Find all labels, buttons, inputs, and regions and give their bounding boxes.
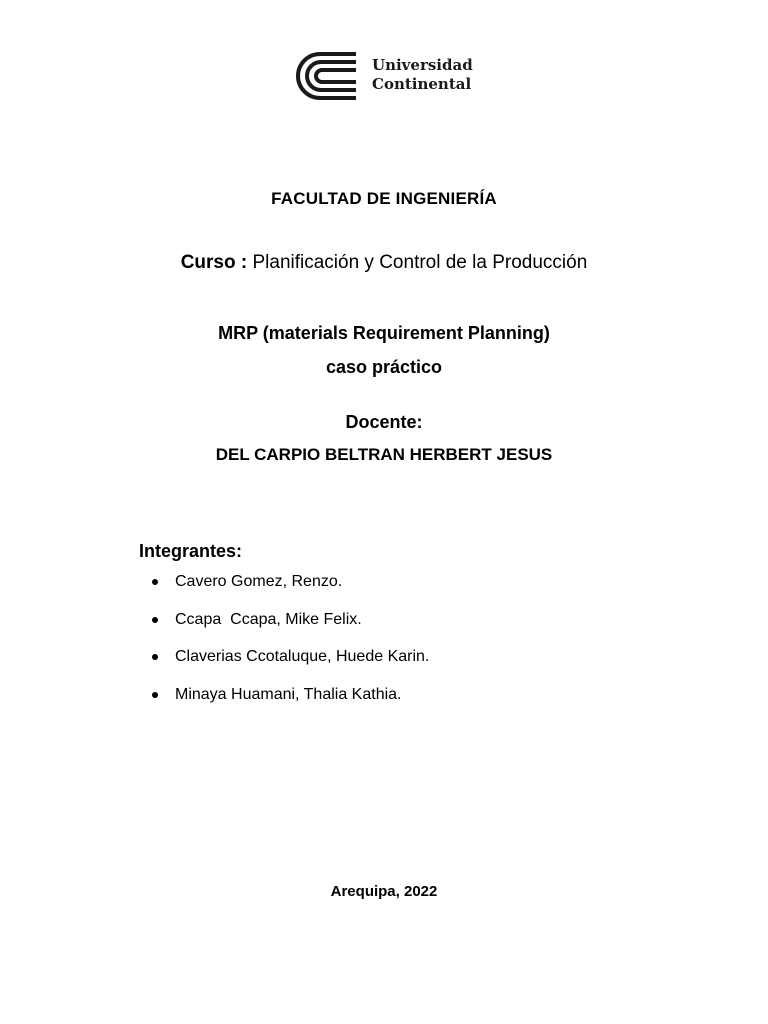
logo-line-2: Continental <box>372 75 472 93</box>
team-member-name: Claverias Ccotaluque, Huede Karin. <box>175 648 430 665</box>
team-member-name: Ccapa Ccapa, Mike Felix. <box>175 610 362 628</box>
list-item <box>150 571 429 609</box>
university-logo <box>296 52 476 100</box>
place-and-year: Arequipa, 2022 <box>330 883 438 900</box>
course-label: Curso : <box>180 252 248 273</box>
course-name: Planificación y Control de la Producción <box>252 252 588 273</box>
topic-title <box>0 316 768 384</box>
teacher-label: Docente: <box>345 412 423 432</box>
team-member-name: Cavero Gomez, Renzo. <box>175 573 343 590</box>
list-item <box>150 609 429 647</box>
logo-line-1: Universidad <box>372 56 473 74</box>
team-member-list <box>150 571 429 721</box>
list-item <box>150 684 429 722</box>
team-title: Integrantes: <box>139 541 243 561</box>
bullet-icon <box>152 617 158 623</box>
topic-line-1: MRP (materials Requirement Planning) <box>218 323 550 343</box>
bullet-icon <box>152 692 158 698</box>
logo-text <box>372 56 473 94</box>
course-line <box>0 252 768 274</box>
faculty-title: FACULTAD DE INGENIERÍA <box>271 189 497 208</box>
list-item <box>150 646 429 684</box>
bullet-icon <box>152 654 158 660</box>
teacher-name: DEL CARPIO BELTRAN HERBERT JESUS <box>215 445 553 464</box>
universidad-continental-c-logo-icon <box>296 52 362 100</box>
topic-line-2: caso práctico <box>325 357 443 377</box>
team-member-name: Minaya Huamani, Thalia Kathia. <box>175 685 402 703</box>
bullet-icon <box>152 579 158 585</box>
